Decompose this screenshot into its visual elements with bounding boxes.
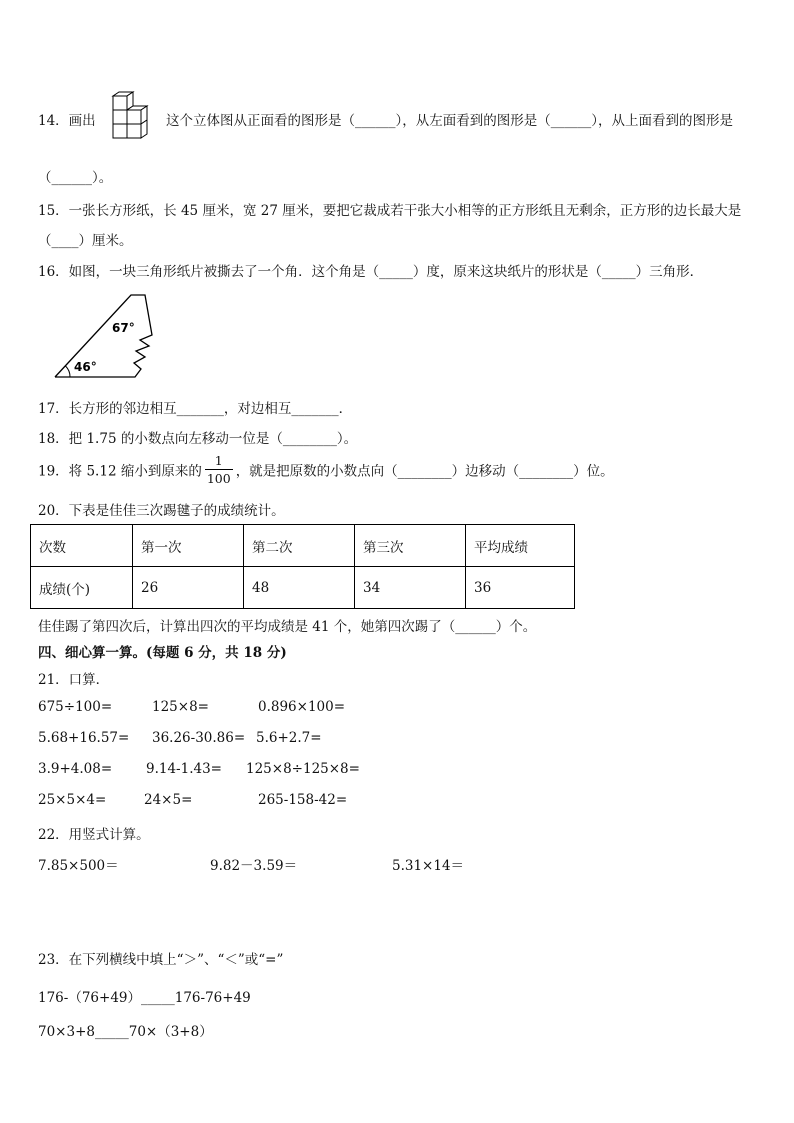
- calc-item: 265-158-42=: [258, 792, 348, 808]
- table-header-cell: 第三次: [355, 525, 466, 567]
- calc-item: 675÷100=: [38, 699, 113, 715]
- angle-67-label: 67°: [112, 321, 135, 335]
- q20-followup: 佳佳踢了第四次后，计算出四次的平均成绩是 41 个，她第四次踢了（______）个。: [38, 619, 537, 635]
- q14-continuation: （______）。: [38, 170, 113, 186]
- q15-line1: 15．一张长方形纸，长 45 厘米，宽 27 厘米，要把它裁成若干张大小相等的正方形纸且无剩余，正方形的边长最大是: [38, 203, 742, 219]
- fraction-numerator: 1: [205, 452, 233, 470]
- section-heading: 四、细心算一算。(每题 6 分，共 18 分): [38, 645, 287, 661]
- table-cell: 48: [244, 567, 355, 609]
- calc-item: 36.26-30.86=: [152, 730, 246, 746]
- q16-text: 16．如图，一块三角形纸片被撕去了一个角．这个角是（_____）度，原来这块纸片的形状是（_____）三角形．: [38, 264, 704, 280]
- table-header-row: [31, 525, 575, 567]
- table-cell: 成绩(个): [31, 567, 133, 609]
- table-row: [31, 567, 575, 609]
- calc-item: 5.68+16.57=: [38, 730, 130, 746]
- calc-item: 24×5=: [144, 792, 193, 808]
- angle-46-label: 46°: [74, 360, 97, 374]
- q19-prefix: 19．将 5.12 缩小到原来的: [38, 463, 202, 480]
- q22-title: 22．用竖式计算。: [38, 827, 150, 843]
- compare-item: 70×3+8_____70×（3+8）: [38, 1024, 213, 1040]
- calc-item: 9.14-1.43=: [146, 761, 222, 777]
- score-table: [30, 524, 575, 609]
- table-header-cell: 次数: [31, 525, 133, 567]
- q14-prefix: 14．画出: [38, 113, 96, 129]
- calc-item: 3.9+4.08=: [38, 761, 113, 777]
- table-header-cell: 平均成绩: [466, 525, 575, 567]
- q23-title: 23．在下列横线中填上“＞”、“＜”或“=”: [38, 952, 284, 968]
- q18-text: 18．把 1.75 的小数点向左移动一位是（________）。: [38, 431, 358, 447]
- cube-stack-figure: [104, 91, 156, 143]
- table-cell: 36: [466, 567, 575, 609]
- table-header-cell: 第二次: [244, 525, 355, 567]
- q19-suffix: ，就是把原数的小数点向（________）边移动（________）位。: [235, 463, 614, 480]
- vertical-calc-item: 5.31×14＝: [392, 858, 465, 874]
- fraction-one-hundredth: [205, 452, 233, 487]
- calc-item: 0.896×100=: [258, 699, 346, 715]
- calc-item: 25×5×4=: [38, 792, 107, 808]
- q19-text: [38, 452, 614, 487]
- calc-item: 125×8÷125×8=: [246, 761, 360, 777]
- compare-item: 176-（76+49）_____176-76+49: [38, 990, 251, 1006]
- q15-line2: （____）厘米。: [38, 233, 133, 249]
- vertical-calc-item: 9.82－3.59＝: [210, 858, 298, 874]
- q20-intro: 20．下表是佳佳三次踢毽子的成绩统计。: [38, 503, 285, 519]
- table-cell: 34: [355, 567, 466, 609]
- calc-item: 125×8=: [152, 699, 209, 715]
- torn-triangle-figure: [52, 293, 162, 381]
- vertical-calc-item: 7.85×500＝: [38, 858, 119, 874]
- table-cell: 26: [133, 567, 244, 609]
- q17-text: 17．长方形的邻边相互_______，对边相互_______．: [38, 401, 353, 417]
- fraction-denominator: 100: [206, 471, 231, 486]
- q21-title: 21．口算．: [38, 672, 110, 688]
- q14-text: 这个立体图从正面看的图形是（______），从左面看到的图形是（______），从上面看到的图形是: [166, 113, 733, 129]
- calc-item: 5.6+2.7=: [256, 730, 322, 746]
- table-header-cell: 第一次: [133, 525, 244, 567]
